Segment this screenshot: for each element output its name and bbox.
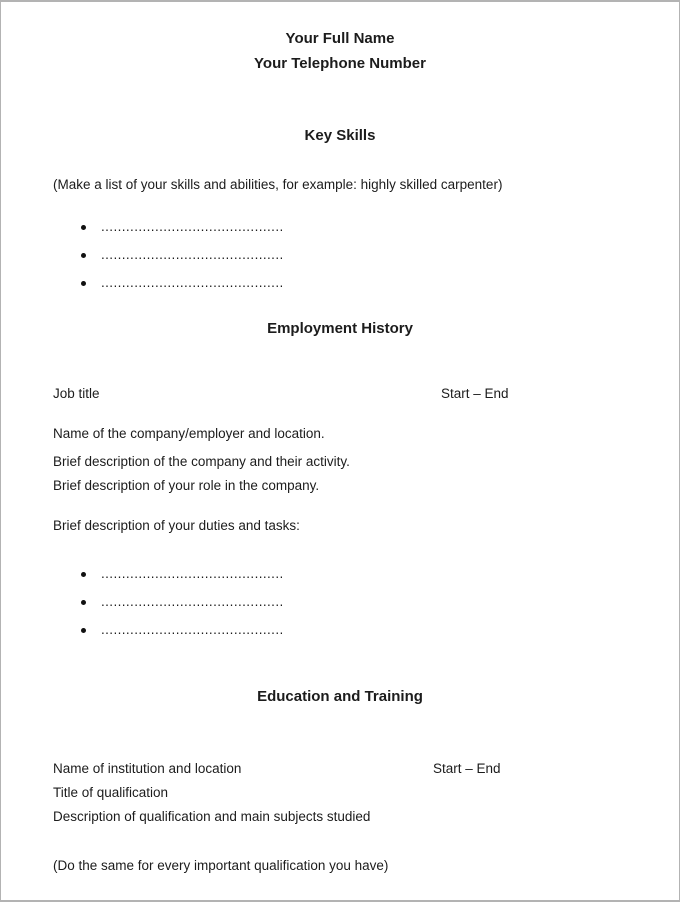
list-item xyxy=(53,218,627,237)
list-item xyxy=(53,621,627,640)
list-item xyxy=(53,274,627,293)
telephone-placeholder: Your Telephone Number xyxy=(254,55,426,72)
bullet-icon xyxy=(81,225,86,230)
qualification-description-line: Description of qualification and main subjects studied xyxy=(53,809,371,824)
institution-row xyxy=(53,759,627,778)
dotted-fill-line: ............................................ xyxy=(101,219,284,234)
full-name-placeholder: Your Full Name xyxy=(285,30,395,47)
employment-date-range: Start – End xyxy=(441,386,509,401)
list-item xyxy=(53,593,627,612)
institution-placeholder: Name of institution and location xyxy=(53,761,242,776)
company-role-line: Brief description of your role in the company. xyxy=(53,478,320,493)
education-repeat-note: (Do the same for every important qualification you have) xyxy=(53,858,389,873)
dotted-fill-line: ............................................ xyxy=(101,594,284,609)
duties-bullet-list xyxy=(53,565,627,640)
dotted-fill-line: ............................................ xyxy=(101,247,284,262)
dotted-fill-line: ............................................ xyxy=(101,566,284,581)
bullet-icon xyxy=(81,600,86,605)
key-skills-bullet-list xyxy=(53,218,627,293)
key-skills-heading: Key Skills xyxy=(304,127,376,144)
job-title-row xyxy=(53,384,627,403)
list-item xyxy=(53,246,627,265)
company-activity-line: Brief description of the company and their activity. xyxy=(53,454,350,469)
bullet-icon xyxy=(81,253,86,258)
bullet-icon xyxy=(81,572,86,577)
education-training-heading: Education and Training xyxy=(257,688,423,705)
bullet-icon xyxy=(81,281,86,286)
bullet-icon xyxy=(81,628,86,633)
dotted-fill-line: ............................................ xyxy=(101,622,284,637)
qualification-title-line: Title of qualification xyxy=(53,785,169,800)
list-item xyxy=(53,565,627,584)
duties-label: Brief description of your duties and tasks: xyxy=(53,518,300,533)
company-name-line: Name of the company/employer and location. xyxy=(53,426,325,441)
education-date-range: Start – End xyxy=(433,761,501,776)
employment-history-heading: Employment History xyxy=(267,320,413,337)
job-title-placeholder: Job title xyxy=(53,386,100,401)
key-skills-hint: (Make a list of your skills and abilities, for example: highly skilled carpenter) xyxy=(53,177,503,192)
dotted-fill-line: ............................................ xyxy=(101,275,284,290)
